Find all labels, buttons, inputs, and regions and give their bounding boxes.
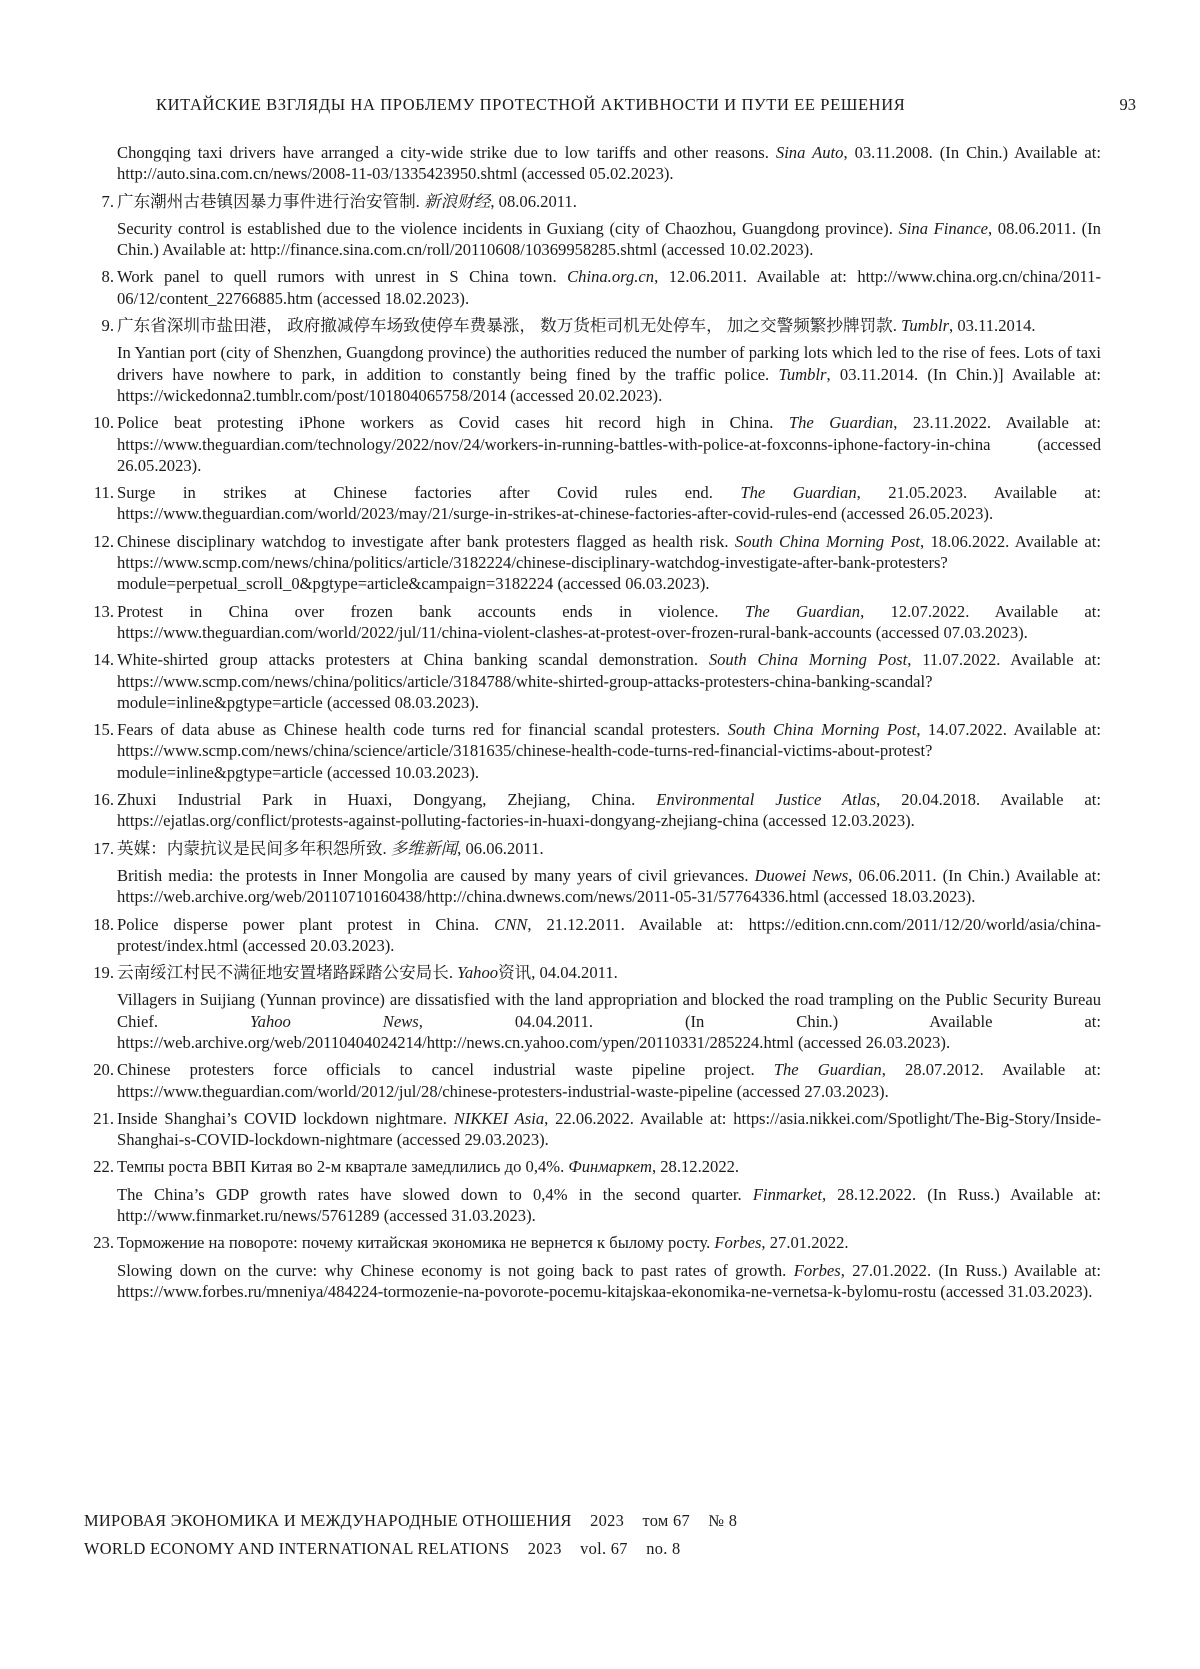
reference-text: , 27.01.2022. <box>761 1233 849 1253</box>
reference-original <box>117 838 1101 859</box>
reference-translation <box>117 1260 1101 1303</box>
reference-text: , 28.12.2022. <box>651 1157 740 1177</box>
reference-text: , 12.06.2011. Available at: http://www.china.org.cn/china/2011-06/12/content_22766885.htm (accessed 18.02.2023). <box>117 267 1101 308</box>
reference-text: , 20.04.2018. Available at: https://ejatlas.org/conflict/protests-against-polluting-factories-in-huaxi-dongyang-zhejiang-china (accessed 12.03.2023). <box>117 790 1102 831</box>
reference-number: 8. <box>101 267 114 287</box>
reference-translation <box>117 989 1101 1053</box>
reference-original <box>117 1156 1101 1177</box>
reference-number: 16. <box>93 790 114 810</box>
reference-text: , 04.04.2011. (In Chin.) Available at: https://web.archive.org/web/20110404024214/http://news.cn.yahoo.com/ypen/20110331/285224.html (accessed 26.03.2023). <box>117 1011 1101 1052</box>
reference-source: China.org.cn <box>567 267 655 287</box>
reference-original <box>117 649 1101 713</box>
reference-original <box>117 719 1101 783</box>
reference-text: White-shirted group attacks protesters at China banking scandal demonstration. <box>117 650 709 670</box>
reference-number: 12. <box>93 531 114 551</box>
reference-source: Environmental Justice Atlas <box>656 790 877 810</box>
reference-translation <box>117 342 1101 406</box>
reference-text: , 08.06.2011. <box>490 191 577 211</box>
reference-number: 19. <box>93 963 114 983</box>
reference-entry <box>84 531 1101 595</box>
reference-source: Sina Auto <box>775 143 844 162</box>
reference-text: Chinese protesters force officials to cancel industrial waste pipeline project. <box>117 1060 774 1080</box>
reference-text: , 21.12.2011. Available at: https://edition.cnn.com/2011/12/20/world/asia/china-protest/index.html (accessed 20.03.2023). <box>117 914 1101 955</box>
reference-text: Inside Shanghai’s COVID lockdown nightmare. <box>117 1108 454 1128</box>
reference-text: , 14.07.2022. Available at: https://www.scmp.com/news/china/science/article/3181635/chinese-health-code-turns-red-financial-victims-about-protest?module=inline&pgtype=article (accessed 10.03.2023). <box>117 720 1101 782</box>
reference-original <box>117 1108 1101 1151</box>
reference-entry <box>84 412 1101 476</box>
reference-source: Yahoo News <box>249 1011 419 1031</box>
reference-entry <box>84 789 1101 832</box>
reference-entry <box>84 1232 1101 1302</box>
reference-original <box>117 1232 1101 1253</box>
reference-text: Police beat protesting iPhone workers as Covid cases hit record high in China. <box>117 413 789 433</box>
reference-number: 18. <box>93 914 114 934</box>
reference-entry <box>84 266 1101 309</box>
footer-en-journal: WORLD ECONOMY AND INTERNATIONAL RELATIONS <box>84 1539 510 1558</box>
reference-source: The Guardian <box>788 413 894 433</box>
reference-source: Tumblr <box>901 316 950 336</box>
reference-source: Duowei News <box>754 865 849 885</box>
reference-text: , 21.05.2023. Available at: https://www.theguardian.com/world/2023/may/21/surge-in-strikes-at-chinese-factories-after-covid-rules-end (accessed 26.05.2023). <box>117 483 1101 524</box>
reference-text: , 23.11.2022. Available at: https://www.theguardian.com/technology/2022/nov/24/workers-in-running-battles-with-police-at-foxconns-iphone-factory-in-china (accessed 26.05.2023). <box>117 413 1101 475</box>
reference-entry <box>84 838 1101 908</box>
reference-original <box>117 1059 1101 1102</box>
reference-text: Slowing down on the curve: why Chinese economy is not going back to past rates of growth. <box>117 1260 794 1280</box>
running-head <box>156 95 1136 115</box>
reference-original <box>117 266 1101 309</box>
reference-number: 13. <box>93 601 114 621</box>
reference-text: , 06.06.2011. <box>457 838 544 858</box>
reference-text: , 03.11.2008. (In Chin.) Available at: http://auto.sina.com.cn/news/2008-11-03/1335423950.shtml (accessed 05.02.2023). <box>117 143 1101 184</box>
reference-text: , 27.01.2022. (In Russ.) Available at: https://www.forbes.ru/mneniya/484224-tormozenie-na-povorote-pocemu-kitajskaa-ekonomika-ne-vernetsa-k-bylomu-rostu (accessed 31.03.2023). <box>117 1260 1101 1301</box>
running-head-title: КИТАЙСКИЕ ВЗГЛЯДЫ НА ПРОБЛЕМУ ПРОТЕСТНОЙ АКТИВНОСТИ И ПУТИ ЕЕ РЕШЕНИЯ <box>156 95 906 114</box>
reference-original <box>117 315 1101 336</box>
reference-number: 14. <box>93 650 114 670</box>
footer-ru-year: 2023 <box>590 1511 625 1530</box>
reference-text: British media: the protests in Inner Mongolia are caused by many years of civil grievances. <box>117 865 755 885</box>
reference-text: , 08.06.2011. (In Chin.) Available at: http://finance.sina.com.cn/roll/20110608/10369958285.shtml (accessed 10.02.2023). <box>117 218 1101 260</box>
reference-number: 9. <box>101 316 114 336</box>
reference-text: , 22.06.2022. Available at: https://asia.nikkei.com/Spotlight/The-Big-Story/Inside-Shanghai-s-COVID-lockdown-nightmare (accessed 29.03.2023). <box>117 1108 1102 1150</box>
reference-entry <box>84 1156 1101 1226</box>
reference-source: South China Morning Post <box>727 720 917 740</box>
footer-en-issue: no. 8 <box>646 1539 681 1558</box>
reference-text: Zhuxi Industrial Park in Huaxi, Dongyang, Zhejiang, China. <box>117 790 657 810</box>
reference-entry <box>84 962 1101 1053</box>
reference-text: Темпы роста ВВП Китая во 2-м квартале замедлились до 0,4%. <box>117 1157 569 1177</box>
reference-source: Tumblr <box>778 364 827 384</box>
reference-source: Yahoo <box>457 963 499 983</box>
reference-text: Police disperse power plant protest in China. <box>117 914 495 934</box>
reference-original <box>117 482 1101 525</box>
reference-number: 17. <box>93 838 114 858</box>
reference-text: Work panel to quell rumors with unrest in S China town. <box>117 267 568 287</box>
reference-entry <box>84 482 1101 525</box>
reference-text: Fears of data abuse as Chinese health code turns red for financial scandal protesters. <box>117 720 728 740</box>
reference-source: The Guardian <box>773 1060 882 1080</box>
reference-original <box>117 191 1101 212</box>
reference-number: 15. <box>93 720 114 740</box>
reference-source: South China Morning Post <box>734 531 920 551</box>
reference-text: Security control is established due to the violence incidents in Guxiang (city of Chaozhou, Guangdong province). <box>117 218 899 238</box>
footer-ru-issue: № 8 <box>708 1511 738 1530</box>
reference-number: 22. <box>93 1157 114 1177</box>
footer-ru-journal: МИРОВАЯ ЭКОНОМИКА И МЕЖДУНАРОДНЫЕ ОТНОШЕНИЯ <box>84 1511 572 1530</box>
reference-text: , 03.11.2014. (In Chin.)] Available at: https://wickedonna2.tumblr.com/post/101804065758/2014 (accessed 20.02.2023). <box>117 364 1102 405</box>
reference-text: , 18.06.2022. Available at: https://www.scmp.com/news/china/politics/article/3182224/chinese-disciplinary-watchdog-investigate-after-bank-protesters?module=perpetual_scroll_0&pgtype=article&campaign=3182224 (accessed 06.03.2023). <box>117 531 1101 594</box>
reference-text: 广东省深圳市盐田港， 政府撤减停车场致使停车费暴涨， 数万货柜司机无处停车， 加之交警频繁抄牌罚款. <box>117 316 902 336</box>
reference-number: 11. <box>93 483 114 503</box>
reference-number: 7. <box>101 191 114 211</box>
reference-text: Surge in strikes at Chinese factories after Covid rules end. <box>117 483 741 503</box>
reference-source: CNN <box>494 914 528 934</box>
reference-source: South China Morning Post <box>708 650 908 670</box>
reference-text: 广东潮州古巷镇因暴力事件进行治安管制. <box>117 191 424 211</box>
reference-text: Chinese disciplinary watchdog to investigate after bank protesters flagged as health risk. <box>117 531 735 551</box>
reference-text: 英媒：内蒙抗议是民间多年积怨所致. <box>117 838 391 858</box>
reference-original <box>117 531 1101 595</box>
reference-source: Forbes <box>793 1260 841 1280</box>
reference-text: In Yantian port (city of Shenzhen, Guangdong province) the authorities reduced the number of parking lots which led to the rise of fees. Lots of taxi drivers have nowhere to park, in addition to constantly being fined by the traffic police. <box>117 343 1101 384</box>
reference-text: The China’s GDP growth rates have slowed down to 0,4% in the second quarter. <box>117 1184 753 1204</box>
footer-russian <box>84 1511 1124 1531</box>
reference-text: , 28.12.2022. (In Russ.) Available at: http://www.finmarket.ru/news/5761289 (accessed 31.03.2023). <box>117 1184 1101 1226</box>
reference-entry <box>84 1108 1101 1151</box>
reference-text: , 03.11.2014. <box>949 316 1036 336</box>
reference-text: Protest in China over frozen bank accounts ends in violence. <box>117 601 745 621</box>
reference-entry <box>84 601 1101 644</box>
reference-original <box>117 601 1101 644</box>
reference-source: Finmarket <box>752 1184 822 1204</box>
reference-text: Chongqing taxi drivers have arranged a city-wide strike due to low tariffs and other reasons. <box>117 143 776 162</box>
reference-original <box>117 789 1101 832</box>
reference-source: 多维新闻 <box>390 838 458 858</box>
reference-source: The Guardian <box>744 601 861 621</box>
footer-en-year: 2023 <box>527 1539 562 1558</box>
footer-en-volume: vol. 67 <box>580 1539 628 1558</box>
footer-ru-volume: том 67 <box>642 1511 690 1530</box>
reference-text: , 06.06.2011. (In Chin.) Available at: https://web.archive.org/web/20110710160438/http://china.dwnews.com/news/2011-05-31/57764336.html (accessed 18.03.2023). <box>117 865 1101 907</box>
reference-text: Villagers in Suijiang (Yunnan province) are dissatisfied with the land appropriation and blocked the road trampling on the Public Security Bureau Chief. <box>117 990 1101 1031</box>
reference-source: The Guardian <box>740 483 857 503</box>
reference-entry <box>84 719 1101 783</box>
reference-text: 资讯, 04.04.2011. <box>498 963 618 983</box>
reference-entry <box>84 1059 1101 1102</box>
reference-translation <box>117 1184 1101 1227</box>
reference-entry <box>84 914 1101 957</box>
page-number: 93 <box>1119 95 1136 114</box>
reference-entry <box>84 649 1101 713</box>
reference-entry <box>84 142 1101 185</box>
reference-text: Торможение на повороте: почему китайская экономика не вернется к былому росту. <box>117 1233 715 1253</box>
reference-entry <box>84 315 1101 406</box>
reference-text: 云南绥江村民不满征地安置堵路踩踏公安局长. <box>117 963 458 983</box>
reference-translation <box>117 142 1101 185</box>
reference-original <box>117 914 1101 957</box>
reference-number: 20. <box>93 1060 114 1080</box>
reference-source: NIKKEI Asia <box>453 1108 545 1128</box>
footer-english <box>84 1539 1124 1559</box>
reference-original <box>117 412 1101 476</box>
reference-source: Forbes <box>714 1233 762 1253</box>
reference-entry <box>84 191 1101 261</box>
reference-number: 10. <box>93 413 114 433</box>
reference-number: 21. <box>93 1108 114 1128</box>
reference-text: , 11.07.2022. Available at: https://www.scmp.com/news/china/politics/article/3184788/white-shirted-group-attacks-protesters-china-banking-scandal?module=inline&pgtype=article (accessed 08.03.2023). <box>117 650 1101 712</box>
reference-source: Sina Finance <box>898 218 988 238</box>
reference-translation <box>117 865 1101 908</box>
reference-number: 23. <box>93 1233 114 1253</box>
reference-translation <box>117 218 1101 261</box>
reference-text: , 12.07.2022. Available at: https://www.theguardian.com/world/2022/jul/11/china-violent-clashes-at-protest-over-frozen-rural-bank-accounts (accessed 07.03.2023). <box>117 601 1101 642</box>
reference-text: , 28.07.2012. Available at: https://www.theguardian.com/world/2012/jul/28/chinese-protesters-industrial-waste-pipeline (accessed 27.03.2023). <box>117 1060 1101 1101</box>
reference-original <box>117 962 1101 983</box>
reference-list <box>84 142 1101 1308</box>
reference-source: 新浪财经 <box>423 191 491 211</box>
reference-source: Финмаркет <box>568 1157 652 1177</box>
